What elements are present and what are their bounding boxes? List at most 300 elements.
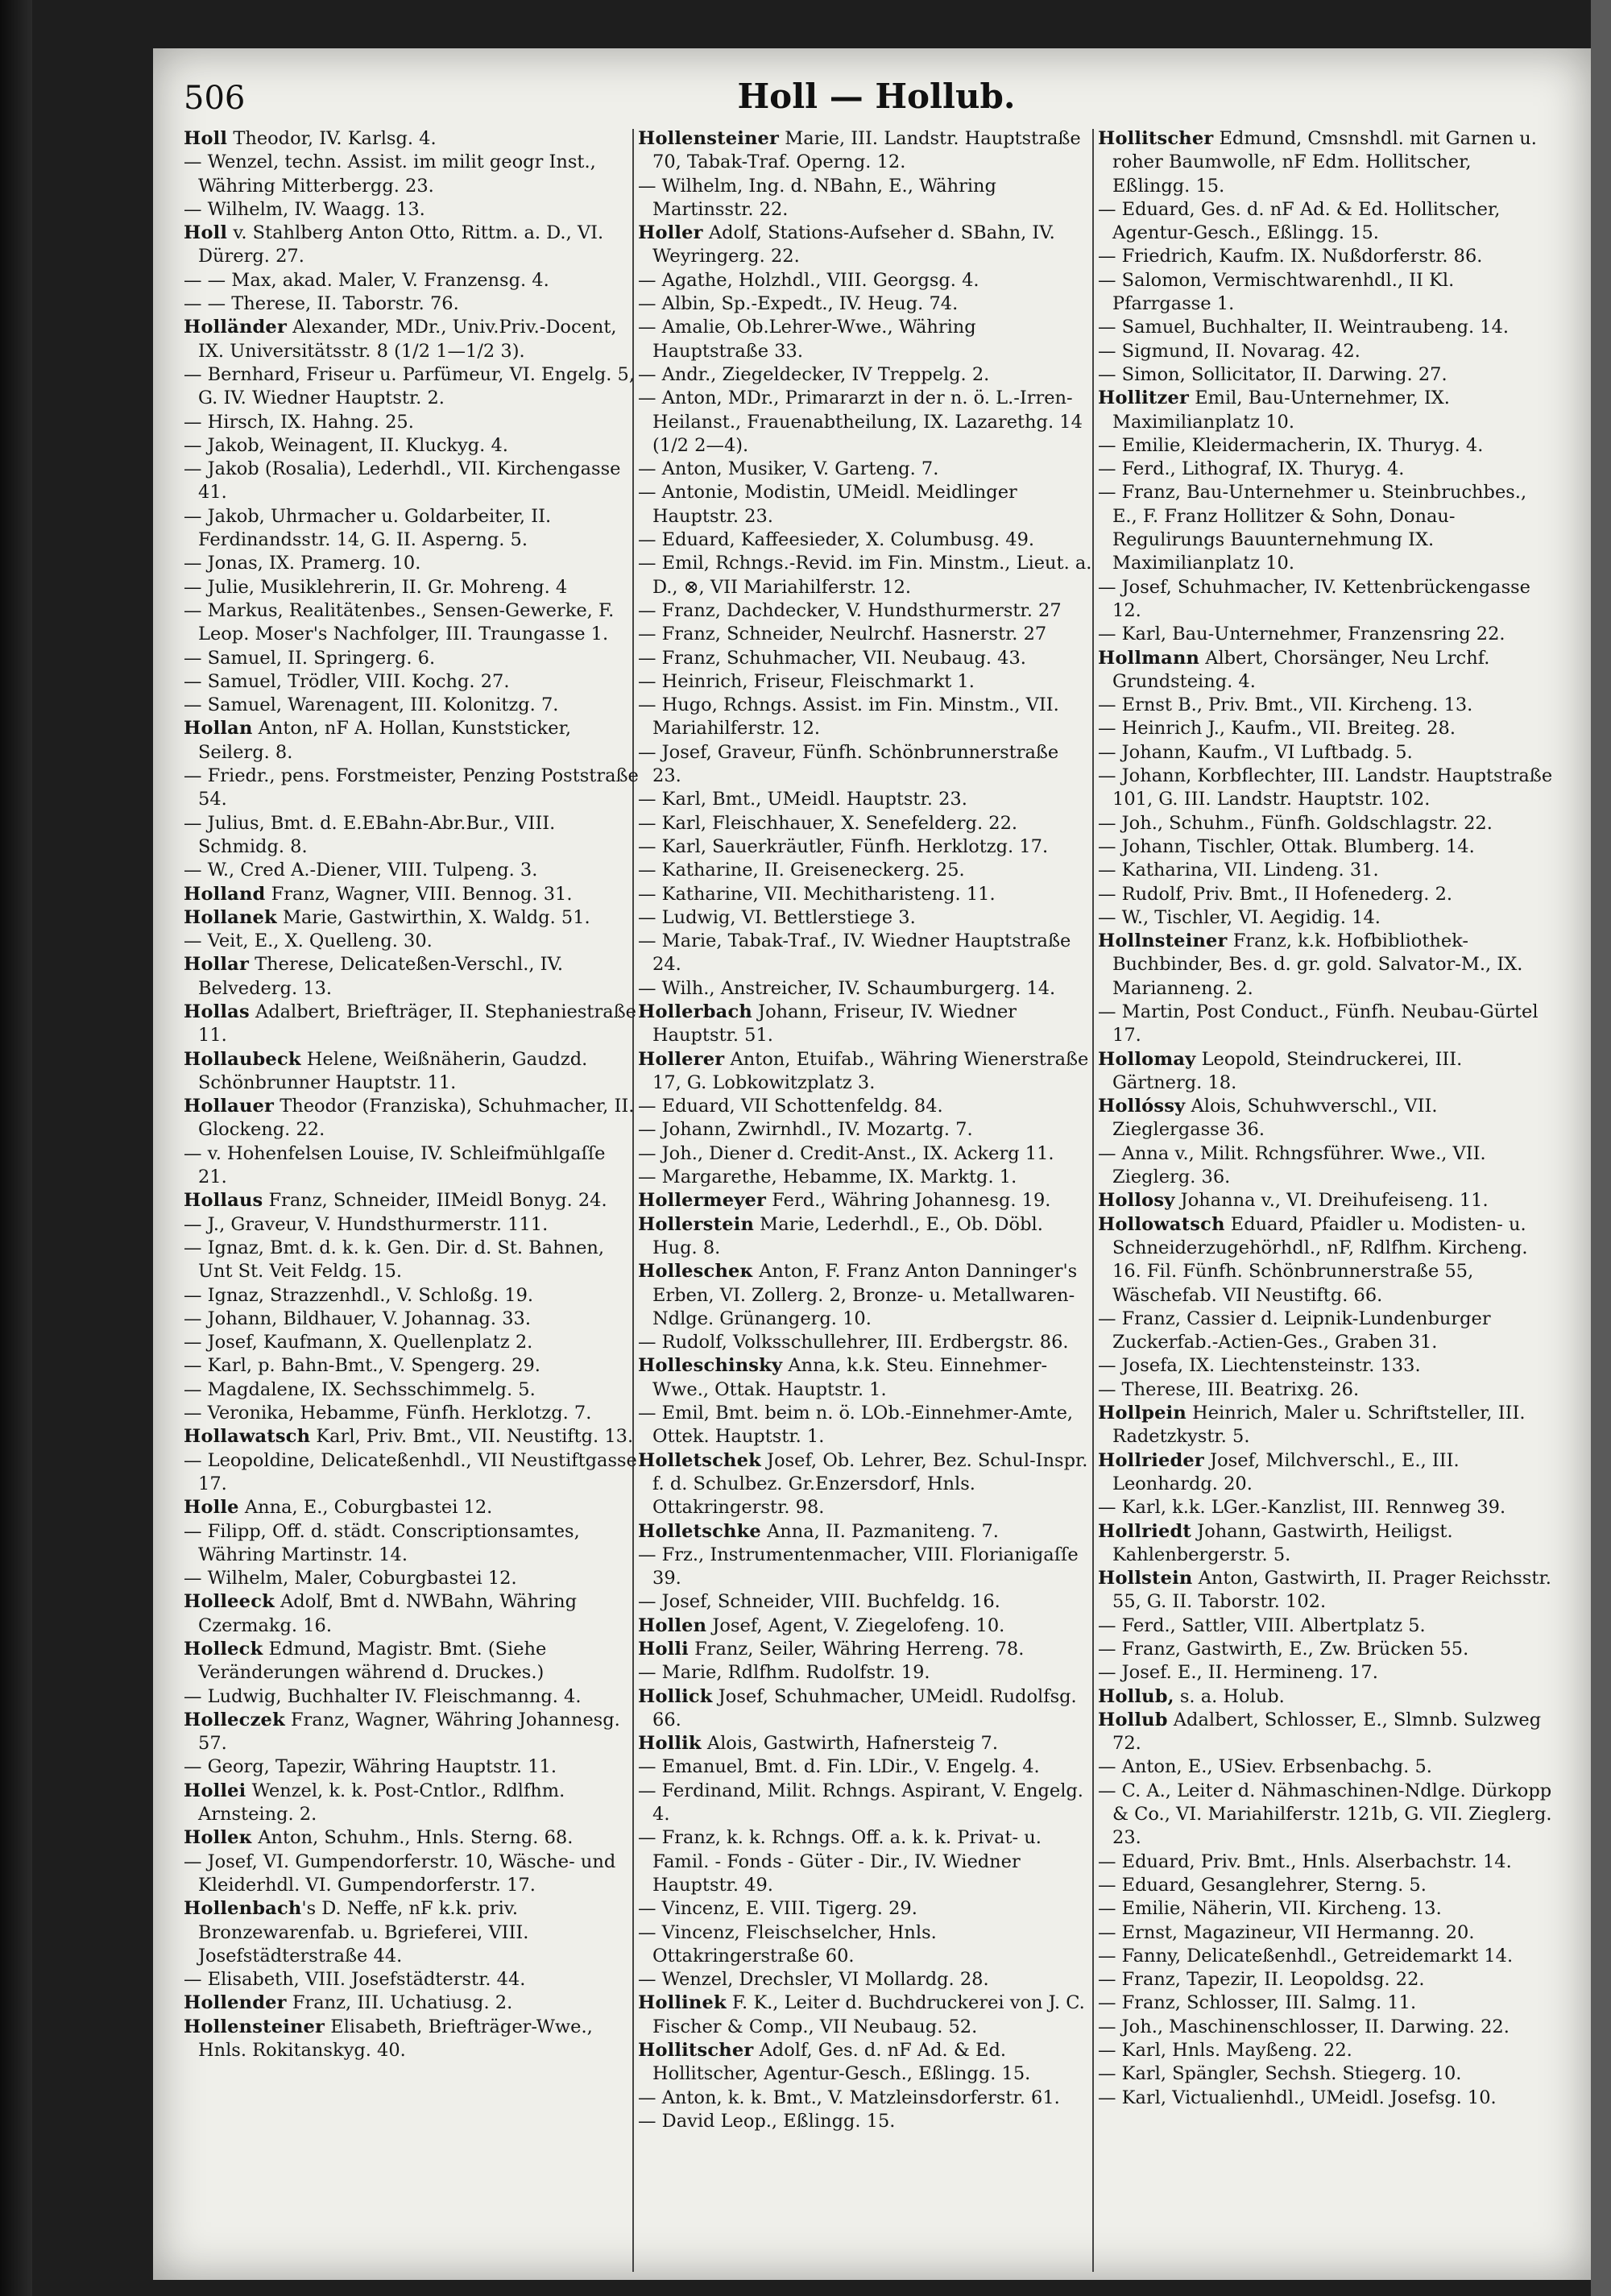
entry-details: — Franz, Schlosser, III. Salmg. 11.: [1098, 1992, 1417, 2014]
directory-entry: [1098, 269, 1553, 317]
entry-details: — Karl, Victualienhdl., UMeidl. Josefsg. 10.: [1098, 2087, 1497, 2108]
entry-details: — Wilhelm, Ing. d. NBahn, E., Währing Martinsstr. 22.: [638, 175, 996, 220]
directory-entry: [1098, 576, 1553, 624]
directory-column-3: [1098, 127, 1553, 2270]
entry-details: — Vincenz, Fleischselcher, Hnls. Ottakringerstraße 60.: [638, 1921, 937, 1967]
entry-surname: Hollitscher: [1098, 128, 1214, 149]
entry-details: — Heinrich, Friseur, Fleischmarkt 1.: [638, 670, 975, 692]
entry-details: Johanna v., VI. Dreihufeiseng. 11.: [1174, 1190, 1489, 1212]
directory-entry: [1098, 1095, 1553, 1142]
directory-entry: [638, 812, 1093, 835]
directory-entry: [1098, 2087, 1553, 2110]
entry-details: Anton, Schuhm., Hnls. Sterng. 68.: [252, 1827, 574, 1849]
directory-entry: [184, 411, 639, 434]
directory-entry: [638, 977, 1093, 1001]
entry-surname: Hollosy: [1098, 1190, 1175, 1212]
entry-details: Alexander, MDr., Univ.Priv.-Docent, IX. Universitätsstr. 8 (1/2 1—1/2 3).: [198, 317, 617, 362]
entry-surname: Hollstein: [1098, 1568, 1193, 1589]
entry-details: — Agathe, Holzhdl., VIII. Georgsg. 4.: [638, 269, 979, 291]
entry-details: — Katharine, VII. Mechitharisteng. 11.: [638, 883, 996, 905]
entry-details: — Johann, Tischler, Ottak. Blumberg. 14.: [1098, 835, 1475, 857]
entry-details: — Ludwig, VI. Bettlerstiege 3.: [638, 906, 916, 928]
directory-entry: [1098, 1685, 1553, 1709]
entry-details: Marie, Lederhdl., E., Ob. Döbl. Hug. 8.: [652, 1213, 1043, 1258]
directory-entry: [1098, 741, 1553, 765]
directory-entry: [184, 1001, 639, 1048]
entry-details: Josef, Ob. Lehrer, Bez. Schul-Inspr. f. d. Schulbez. Gr.Enzersdorf, Hnls. Ottakringerstr. 98.: [652, 1449, 1088, 1519]
directory-entry: [184, 1968, 639, 1991]
entry-details: — Anna v., Milit. Rchngsführer. Wwe., VII. Zieglerg. 36.: [1098, 1142, 1486, 1188]
entry-surname: Hollermeyer: [638, 1190, 767, 1212]
directory-entry: [1098, 883, 1553, 906]
directory-entry: [638, 1331, 1093, 1354]
directory-entry: [638, 599, 1093, 623]
directory-entry: [638, 316, 1093, 363]
entry-details: — Heinrich J., Kaufm., VII. Breiteg. 28.: [1098, 718, 1456, 740]
entry-details: — Hugo, Rchngs. Assist. im Fin. Minstm., VII. Mariahilferstr. 12.: [638, 694, 1059, 740]
directory-entry: [1098, 647, 1553, 694]
entry-surname: Holletschke: [638, 1520, 761, 1542]
entry-details: v. Stahlberg Anton Otto, Rittm. a. D., VI. Dürerg. 27.: [198, 222, 604, 267]
directory-entry: [638, 1968, 1093, 1991]
directory-entry: [638, 1897, 1093, 1921]
directory-entry: [1098, 198, 1553, 246]
entry-details: Wenzel, k. k. Post-Cntlor., Rdlfhm. Arnsteing. 2.: [198, 1780, 565, 1826]
directory-entry: [1098, 930, 1553, 1001]
directory-entry: [184, 127, 639, 151]
page-number: 506: [184, 80, 246, 117]
directory-entry: [184, 1237, 639, 1284]
directory-column-1: [184, 127, 639, 2270]
entry-details: Elisabeth, Briefträger-Wwe., Hnls. Rokitanskyg. 40.: [198, 2016, 593, 2062]
directory-entry: [638, 1991, 1093, 2039]
entry-surname: Hollub: [1098, 1709, 1168, 1730]
directory-entry: [184, 1780, 639, 1827]
entry-details: — Jakob, Uhrmacher u. Goldarbeiter, II. Ferdinandsstr. 14, G. II. Asperng. 5.: [184, 505, 552, 551]
entry-details: Franz, III. Uchatiusg. 2.: [286, 1992, 513, 2014]
directory-entry: [638, 647, 1093, 670]
entry-details: — — Max, akad. Maler, V. Franzensg. 4.: [184, 269, 549, 291]
directory-entry: [638, 1921, 1093, 1969]
directory-entry: [1098, 1402, 1553, 1449]
directory-entry: [638, 481, 1093, 528]
entry-details: — Johann, Zwirnhdl., IV. Mozartg. 7.: [638, 1119, 973, 1141]
entry-details: — C. A., Leiter d. Nähmaschinen-Ndlge. Dürkopp & Co., VI. Mariahilferstr. 121b, G. VII. Zieglerg. 23.: [1098, 1780, 1552, 1849]
directory-entry: [1098, 1780, 1553, 1850]
entry-details: — Filipp, Off. d. städt. Conscriptionsamtes, Währing Martinstr. 14.: [184, 1520, 580, 1565]
entry-surname: Hollen: [638, 1614, 707, 1636]
entry-details: — Veronika, Hebamme, Fünfh. Herklotzg. 7.: [184, 1403, 592, 1424]
entry-details: — Elisabeth, VIII. Josefstädterstr. 44.: [184, 1969, 526, 1991]
directory-entry: [638, 1685, 1093, 1733]
entry-details: — Marie, Tabak-Traf., IV. Wiedner Hauptstraße 24.: [638, 930, 1071, 976]
directory-entry: [184, 552, 639, 575]
entry-details: Emil, Bau-Unternehmer, IX. Maximilianplatz 10.: [1112, 388, 1450, 433]
entry-details: Anton, Etuifab., Währing Wienerstraße 17, G. Lobkowitzplatz 3.: [652, 1048, 1089, 1093]
entry-surname: Holletschek: [638, 1449, 761, 1471]
directory-entry: [184, 292, 639, 316]
directory-entry: [638, 1780, 1093, 1827]
entry-surname: Holleeck: [184, 1591, 275, 1613]
entry-details: Heinrich, Maler u. Schriftsteller, III. Radetzkystr. 5.: [1112, 1403, 1526, 1448]
directory-entry: [638, 1095, 1093, 1118]
directory-entry: [184, 198, 639, 222]
entry-details: — Anton, Musiker, V. Garteng. 7.: [638, 458, 939, 480]
entry-details: Adolf, Ges. d. nF Ad. & Ed. Hollitscher, Agentur-Gesch., Eßlingg. 15.: [652, 2040, 1031, 2085]
directory-entry: [638, 1449, 1093, 1520]
entry-details: — Amalie, Ob.Lehrer-Wwe., Währing Hauptstraße 33.: [638, 317, 976, 362]
directory-entry: [184, 717, 639, 765]
directory-entry: [184, 1897, 639, 1968]
entry-details: Josef, Schuhmacher, UMeidl. Rudolfsg. 66.: [652, 1685, 1077, 1730]
entry-surname: Holleczek: [184, 1709, 285, 1730]
entry-details: Edmund, Cmsnshdl. mit Garnen u. roher Baumwolle, nF Edm. Hollitscher, Eßlingg. 15.: [1112, 128, 1537, 197]
directory-entry: [638, 788, 1093, 811]
entry-surname: Hollerer: [638, 1048, 725, 1070]
entry-details: — Bernhard, Friseur u. Parfümeur, VI. Engelg. 5, G. IV. Wiedner Hauptstr. 2.: [184, 363, 636, 409]
directory-entry: [184, 222, 639, 269]
entry-details: — Markus, Realitätenbes., Sensen-Gewerke, F. Leop. Moser's Nachfolger, III. Traungasse 1.: [184, 599, 615, 645]
entry-surname: Hollescheк: [638, 1261, 753, 1283]
entry-details: — Therese, III. Beatrixg. 26.: [1098, 1378, 1360, 1400]
entry-details: — Franz, Tapezir, II. Leopoldsg. 22.: [1098, 1969, 1425, 1991]
entry-details: — v. Hohenfelsen Louise, IV. Schleifmühlgaſſe 21.: [184, 1142, 606, 1188]
entry-details: — W., Tischler, VI. Aegidig. 14.: [1098, 906, 1381, 928]
entry-details: — Josef, VI. Gumpendorferstr. 10, Wäsche- und Kleiderhdl. VI. Gumpendorferstr. 17.: [184, 1850, 616, 1896]
entry-details: — Eduard, Ges. d. nF Ad. & Ed. Hollitscher, Agentur-Gesch., Eßlingg. 15.: [1098, 198, 1501, 244]
entry-surname: Hollnsteiner: [1098, 930, 1228, 952]
entry-details: Anna, II. Pazmaniteng. 7.: [760, 1520, 999, 1542]
directory-entry: [638, 859, 1093, 882]
entry-details: — Friedrich, Kaufm. IX. Nußdorferstr. 86.: [1098, 246, 1483, 267]
entry-surname: Holl: [184, 128, 228, 149]
entry-surname: Hollenbach: [184, 1898, 302, 1920]
page-header: [184, 77, 1569, 117]
entry-details: Therese, Delicateßen-Verschl., IV. Belvederg. 13.: [198, 954, 564, 999]
entry-details: s. a. Holub.: [1174, 1685, 1285, 1707]
entry-details: Alois, Gastwirth, Hafnersteig 7.: [701, 1733, 998, 1755]
entry-surname: Holle: [184, 1497, 239, 1519]
entry-surname: Holleck: [184, 1639, 263, 1660]
entry-details: — Franz, k. k. Rchngs. Off. a. k. k. Privat- u. Famil. - Fonds - Güter - Dir., IV. Wiedner Hauptstr. 49.: [638, 1827, 1042, 1896]
entry-surname: Hollowatsch: [1098, 1213, 1225, 1235]
entry-details: — David Leop., Eßlingg. 15.: [638, 2110, 896, 2132]
directory-entry: [184, 1520, 639, 1568]
directory-entry: [638, 1732, 1093, 1755]
directory-entry: [638, 1001, 1093, 1048]
entry-details: Theodor (Franziska), Schuhmacher, II. Glockeng. 22.: [198, 1096, 635, 1141]
directory-entry: [184, 1567, 639, 1590]
directory-entry: [638, 1166, 1093, 1189]
entry-details: — Jonas, IX. Pramerg. 10.: [184, 553, 421, 574]
directory-entry: [184, 1755, 639, 1779]
entry-details: — Magdalene, IX. Sechsschimmelg. 5.: [184, 1378, 536, 1400]
entry-details: — Josef, Kaufmann, X. Quellenplatz 2.: [184, 1332, 533, 1353]
directory-entry: [1098, 1897, 1553, 1921]
entry-details: Johann, Gastwirth, Heiligst. Kahlenbergerstr. 5.: [1112, 1520, 1453, 1565]
entry-details: — Johann, Kaufm., VI Luftbadg. 5.: [1098, 741, 1413, 763]
entry-details: Theodor, IV. Karlsg. 4.: [227, 128, 437, 149]
directory-entry: [638, 127, 1093, 175]
entry-details: Alois, Schuhwverschl., VII. Zieglergasse 36.: [1112, 1096, 1438, 1141]
directory-entry: [184, 906, 639, 930]
entry-details: Ferd., Währing Johannesg. 19.: [766, 1190, 1051, 1212]
directory-entry: [638, 1638, 1093, 1661]
directory-entry: [638, 1142, 1093, 1166]
entry-details: — Karl, Sauerkräutler, Fünfh. Herklotzg. 17.: [638, 835, 1049, 857]
entry-details: — Martin, Post Conduct., Fünfh. Neubau-Gürtel 17.: [1098, 1001, 1539, 1046]
directory-entry: [184, 363, 639, 411]
entry-details: — Margarethe, Hebamme, IX. Marktg. 1.: [638, 1167, 1017, 1188]
entry-surname: Holleschinsky: [638, 1355, 783, 1377]
entry-details: — Franz, Schuhmacher, VII. Neubaug. 43.: [638, 647, 1026, 669]
directory-entry: [638, 1661, 1093, 1685]
directory-entry: [638, 930, 1093, 977]
directory-entry: [1098, 1567, 1553, 1614]
entry-details: Franz, Schneider, IIMeidl Bonyg. 24.: [263, 1190, 607, 1212]
directory-entry: [184, 883, 639, 906]
entry-details: — Rudolf, Volksschullehrer, III. Erdbergstr. 86.: [638, 1332, 1069, 1353]
entry-details: — Katharina, VII. Lindeng. 31.: [1098, 860, 1379, 881]
directory-entry: [184, 1991, 639, 2015]
entry-details: — Johann, Bildhauer, V. Johannag. 33.: [184, 1308, 532, 1329]
directory-entry: [1098, 1520, 1553, 1568]
entry-details: Josef, Agent, V. Ziegelofeng. 10.: [706, 1614, 1005, 1636]
entry-details: — Antonie, Modistin, UMeidl. Meidlinger Hauptstr. 23.: [638, 482, 1017, 527]
entry-details: — Simon, Sollicitator, II. Darwing. 27.: [1098, 363, 1447, 385]
entry-details: Adolf, Stations-Aufseher d. SBahn, IV. Weyringerg. 22.: [652, 222, 1055, 267]
entry-details: — Veit, E., X. Quelleng. 30.: [184, 930, 433, 952]
entry-details: Anton, F. Franz Anton Danninger's Erben, VI. Zollerg. 2, Bronze- u. Metallwaren-Ndlge. Grünangerg. 10.: [652, 1261, 1078, 1329]
entry-details: Josef, Milchverschl., E., III. Leonhardg. 20.: [1112, 1449, 1460, 1494]
entry-details: Helene, Weißnäherin, Gaudzd. Schönbrunner Hauptstr. 11.: [198, 1048, 588, 1093]
directory-entry: [1098, 2039, 1553, 2062]
directory-entry: [184, 316, 639, 363]
entry-details: — Eduard, Priv. Bmt., Hnls. Alserbachstr. 14.: [1098, 1850, 1512, 1872]
directory-entry: [638, 1354, 1093, 1402]
directory-entry: [638, 2087, 1093, 2110]
directory-entry: [1098, 812, 1553, 835]
entry-surname: Hollóssy: [1098, 1096, 1186, 1117]
entry-details: — J., Graveur, V. Hundsthurmerstr. 111.: [184, 1213, 549, 1235]
entry-surname: Hollaubeck: [184, 1048, 301, 1070]
directory-entry: [638, 2039, 1093, 2087]
directory-entry: [184, 1449, 639, 1497]
directory-entry: [184, 1142, 639, 1190]
entry-details: — Hirsch, IX. Hahng. 25.: [184, 411, 414, 433]
directory-entry: [184, 1331, 639, 1354]
directory-entry: [638, 269, 1093, 292]
directory-entry: [184, 647, 639, 670]
directory-entry: [1098, 1921, 1553, 1945]
entry-details: — Emanuel, Bmt. d. Fin. LDir., V. Engelg. 4.: [638, 1756, 1040, 1778]
entry-surname: Hollerstein: [638, 1213, 755, 1235]
directory-entry: [1098, 1945, 1553, 1968]
directory-entry: [638, 1590, 1093, 1614]
entry-details: — Karl, Spängler, Sechsh. Stiegerg. 10.: [1098, 2063, 1462, 2085]
entry-details: — Joh., Diener d. Credit-Anst., IX. Ackerg 11.: [638, 1142, 1054, 1164]
entry-surname: Hollitzer: [1098, 388, 1190, 409]
directory-entry: [184, 1496, 639, 1519]
directory-entry: [1098, 340, 1553, 363]
entry-surname: Holland: [184, 883, 266, 905]
directory-entry: [184, 1425, 639, 1448]
directory-entry: [638, 175, 1093, 222]
directory-entry: [1098, 1874, 1553, 1897]
directory-entry: [1098, 859, 1553, 882]
entry-details: — Karl, k.k. LGer.-Kanzlist, III. Rennweg 39.: [1098, 1497, 1506, 1519]
entry-details: — Ferd., Sattler, VIII. Albertplatz 5.: [1098, 1614, 1426, 1636]
directory-entry: [184, 670, 639, 694]
entry-surname: Hollmann: [1098, 647, 1200, 669]
entry-details: Marie, III. Landstr. Hauptstraße 70, Tabak-Traf. Operng. 12.: [652, 128, 1081, 173]
entry-details: — Emil, Rchngs.-Revid. im Fin. Minstm., Lieut. a. D., ⊗, VII Mariahilferstr. 12.: [638, 553, 1092, 598]
directory-entry: [184, 930, 639, 953]
entry-details: — Josef, Schuhmacher, IV. Kettenbrückengasse 12.: [1098, 576, 1530, 621]
directory-entry: [184, 599, 639, 647]
directory-entry: [1098, 694, 1553, 717]
directory-entry: [184, 269, 639, 292]
entry-details: — Franz, Dachdecker, V. Hundsthurmerstr. 27: [638, 599, 1062, 621]
entry-surname: Hollik: [638, 1733, 702, 1755]
entry-details: — Ferdinand, Milit. Rchngs. Aspirant, V. Engelg. 4.: [638, 1780, 1083, 1826]
entry-surname: Hollei: [184, 1780, 246, 1801]
directory-entry: [1098, 717, 1553, 740]
entry-details: Albert, Chorsänger, Neu Lrchf. Grundsteing. 4.: [1112, 647, 1490, 692]
directory-entry: [638, 1213, 1093, 1261]
entry-surname: Holl: [184, 222, 228, 244]
entry-details: Leopold, Steindruckerei, III. Gärtnerg. 18.: [1112, 1048, 1463, 1093]
entry-surname: Hollomay: [1098, 1048, 1196, 1070]
page-edge: [1591, 0, 1611, 2296]
directory-column-2: [638, 127, 1093, 2270]
directory-entry: [1098, 434, 1553, 458]
directory-entry: [638, 623, 1093, 646]
directory-entry: [638, 1118, 1093, 1142]
entry-details: — Karl, Fleischhauer, X. Senefelderg. 22.: [638, 812, 1018, 834]
directory-entry: [1098, 458, 1553, 481]
entry-surname: Hollpein: [1098, 1403, 1187, 1424]
entry-details: — Katharine, II. Greiseneckerg. 25.: [638, 860, 965, 881]
directory-entry: [1098, 2062, 1553, 2086]
entry-details: — Ernst B., Priv. Bmt., VII. Kircheng. 13.: [1098, 694, 1473, 716]
entry-surname: Hollitscher: [638, 2040, 754, 2062]
directory-entry: [184, 458, 639, 505]
directory-entry: [184, 576, 639, 599]
directory-entry: [638, 1048, 1093, 1096]
directory-entry: [184, 151, 639, 198]
entry-details: — Karl, Bau-Unternehmer, Franzensring 22.: [1098, 624, 1505, 645]
entry-surname: Hollan: [184, 718, 253, 740]
directory-entry: [184, 765, 639, 812]
entry-details: Karl, Priv. Bmt., VII. Neustiftg. 13.: [310, 1426, 634, 1448]
directory-entry: [184, 1189, 639, 1212]
entry-details: — Vincenz, E. VIII. Tigerg. 29.: [638, 1898, 917, 1920]
directory-entry: [184, 1213, 639, 1237]
entry-details: — Andr., Ziegeldecker, IV Treppelg. 2.: [638, 363, 990, 385]
entry-surname: Hollas: [184, 1001, 250, 1022]
directory-entry: [184, 859, 639, 882]
entry-details: — Wilhelm, IV. Waagg. 13.: [184, 198, 425, 220]
directory-entry: [1098, 316, 1553, 339]
entry-details: — Jakob (Rosalia), Lederhdl., VII. Kirchengasse 41.: [184, 458, 621, 504]
entry-details: — Samuel, Warenagent, III. Kolonitzg. 7.: [184, 694, 559, 716]
directory-entry: [184, 505, 639, 553]
entry-details: Adolf, Bmt d. NWBahn, Währing Czermakg. 16.: [198, 1591, 578, 1636]
directory-entry: [1098, 1354, 1553, 1378]
entry-surname: Holländer: [184, 317, 287, 338]
directory-entry: [638, 883, 1093, 906]
entry-details: — Wenzel, techn. Assist. im milit geogr Inst., Währing Mitterbergg. 23.: [184, 151, 596, 197]
entry-details: — Josefa, IX. Liechtensteinstr. 133.: [1098, 1355, 1421, 1377]
running-head: Holl — Hollub.: [737, 77, 1016, 116]
entry-surname: Hollensteiner: [638, 128, 780, 149]
directory-entry: [184, 1402, 639, 1425]
directory-entry: [638, 1520, 1093, 1544]
directory-entry: [1098, 1142, 1553, 1190]
directory-entry: [184, 1378, 639, 1402]
entry-details: — Franz, Gastwirth, E., Zw. Brücken 55.: [1098, 1639, 1469, 1660]
entry-surname: Hollar: [184, 954, 249, 976]
entry-details: — Emilie, Näherin, VII. Kircheng. 13.: [1098, 1898, 1442, 1920]
entry-surname: Hollick: [638, 1685, 713, 1707]
entry-details: 's D. Neffe, nF k.k. priv. Bronzewarenfab. u. Bgrieferei, VIII. Josefstädterstraße 44.: [198, 1898, 529, 1967]
directory-entry: [1098, 765, 1553, 812]
entry-details: — Georg, Tapezir, Währing Hauptstr. 11.: [184, 1756, 557, 1778]
entry-details: — Joh., Maschinenschlosser, II. Darwing. 22.: [1098, 2016, 1510, 2037]
entry-details: — Julius, Bmt. d. E.EBahn-Abr.Bur., VIII. Schmidg. 8.: [184, 812, 556, 857]
entry-details: — Emilie, Kleidermacherin, IX. Thuryg. 4.: [1098, 434, 1484, 456]
directory-entry: [184, 694, 639, 717]
directory-entry: [638, 694, 1093, 741]
entry-details: Anna, E., Coburgbastei 12.: [238, 1497, 493, 1519]
entry-details: — Ferd., Lithograf, IX. Thuryg. 4.: [1098, 458, 1405, 480]
directory-entry: [184, 434, 639, 458]
directory-entry: [638, 2110, 1093, 2133]
directory-entry: [638, 528, 1093, 552]
directory-entry: [1098, 1614, 1553, 1638]
directory-entry: [638, 458, 1093, 481]
entry-details: Franz, Wagner, VIII. Bennog. 31.: [265, 883, 573, 905]
directory-entry: [1098, 835, 1553, 859]
directory-entry: [1098, 1001, 1553, 1048]
directory-entry: [1098, 1968, 1553, 1991]
directory-entry: [1098, 1496, 1553, 1519]
directory-entry: [1098, 1213, 1553, 1308]
directory-entry: [184, 1638, 639, 1685]
entry-surname: Hollinek: [638, 1992, 727, 2014]
directory-entry: [184, 1048, 639, 1096]
entry-details: Adalbert, Briefträger, II. Stephaniestraße 11.: [198, 1001, 636, 1046]
entry-details: — Friedr., pens. Forstmeister, Penzing Poststraße 54.: [184, 765, 639, 810]
directory-entry: [1098, 1449, 1553, 1497]
directory-entry: [1098, 1991, 1553, 2015]
directory-entry: [184, 2016, 639, 2063]
entry-details: — Karl, p. Bahn-Bmt., V. Spengerg. 29.: [184, 1355, 540, 1377]
entry-details: Anton, nF A. Hollan, Kunststicker, Seilerg. 8.: [198, 718, 572, 763]
entry-surname: Hollawatsch: [184, 1426, 311, 1448]
entry-details: Marie, Gastwirthin, X. Waldg. 51.: [276, 906, 590, 928]
entry-details: — Wilh., Anstreicher, IV. Schaumburgerg. 14.: [638, 977, 1056, 999]
entry-details: — Franz, Cassier d. Leipnik-Lundenburger Zuckerfab.-Actien-Ges., Graben 31.: [1098, 1308, 1491, 1353]
directory-entry: [638, 363, 1093, 387]
directory-entry: [1098, 623, 1553, 646]
entry-details: — Marie, Rdlfhm. Rudolfstr. 19.: [638, 1662, 930, 1684]
directory-entry: [1098, 2016, 1553, 2039]
directory-entry: [638, 1826, 1093, 1897]
directory-entry: [184, 1590, 639, 1638]
directory-entry: [638, 741, 1093, 789]
